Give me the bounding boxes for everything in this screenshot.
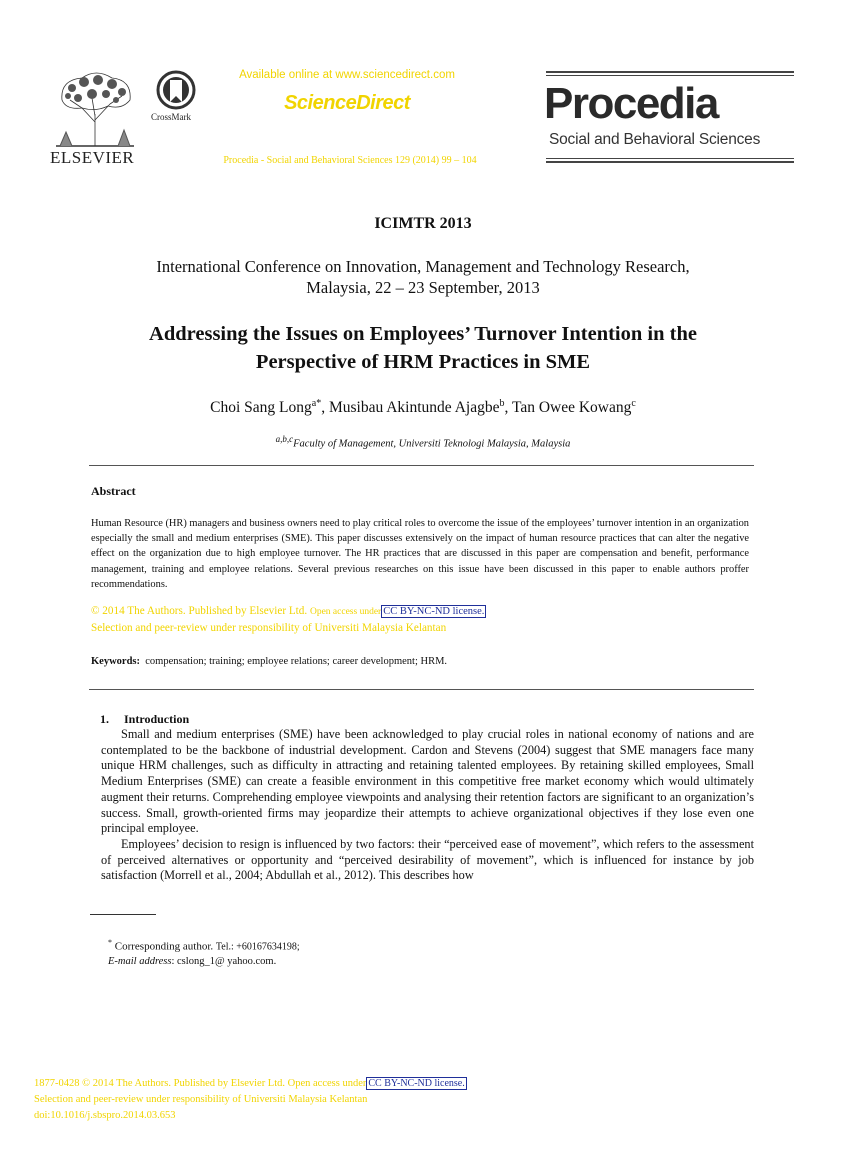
author-mark: c bbox=[631, 398, 636, 409]
conference-line-1: International Conference on Innovation, Management and Technology Research, bbox=[156, 257, 690, 276]
introduction-paragraph-1: Small and medium enterprises (SME) have been acknowledged to play crucial roles in national economy of nations and are contemplated to be the backbone of industrial development. Cardon and Stevens (2004) suggest that SME managers face many unique HRM challenges, such as difficulty in attracting and retaining talented employees. By retaining skilled employees, Small Medium Enterprises (SME) can create a feasible environment in this competitive free market economy which would ultimately augment their returns. Comprehending employee viewpoints and analysing their retention factors are significant to an organization’s success. Small, growth-oriented firms may jeopardize their attempts to achieve organizational objectives if they lose even one principal employee. bbox=[101, 727, 754, 836]
journal-citation: Procedia - Social and Behavioral Sciences 129 (2014) 99 – 104 bbox=[223, 155, 477, 166]
sciencedirect-logo[interactable]: ScienceDirect bbox=[284, 92, 410, 114]
footer-open-access: Open access under bbox=[287, 1078, 367, 1089]
section-number: 1. bbox=[100, 712, 109, 726]
crossmark-label: CrossMark bbox=[151, 112, 191, 122]
journal-banner-rule-top bbox=[546, 71, 794, 73]
email-label: E-mail address bbox=[108, 956, 172, 967]
author-list bbox=[0, 398, 846, 417]
section-title: Introduction bbox=[124, 712, 190, 726]
journal-logo-subtitle: Social and Behavioral Sciences bbox=[549, 131, 761, 148]
footnote-corresponding-author bbox=[108, 938, 300, 953]
introduction-paragraph-2: Employees’ decision to resign is influenced by two factors: their “perceived ease of movement”, which refers to the assessment of perceived alternatives or opportunity and “perceived desirability of movement”, which is influenced for instance by job satisfaction (Morrell et al., 2004; Abdullah et al., 2012). This describes how bbox=[101, 836, 754, 883]
conference-line-2: Malaysia, 22 – 23 September, 2013 bbox=[306, 278, 540, 297]
abstract-body: Human Resource (HR) managers and business owners need to play critical roles to overcome the issue of the employees’ turnover intention in an organization especially the small and medium enterprises (SME). This paper discusses extensively on the impact of human resource practices that can alter the negative effect on the organization due to high employee turnover. The HR practices that are discussed in this paper are compensation and benefit, performance management, training and employee relations. Several previous researches on this issue have been discussed in this paper to enable authors proffer recommendations. bbox=[91, 518, 749, 590]
footnote-rule bbox=[90, 914, 156, 915]
author-separator: , bbox=[504, 399, 512, 417]
abstract-bottom-rule bbox=[89, 689, 754, 690]
keywords-line bbox=[91, 656, 447, 667]
section-heading-introduction bbox=[100, 712, 189, 727]
footer-doi[interactable]: doi:10.1016/j.sbspro.2014.03.653 bbox=[34, 1110, 176, 1121]
author-mark: b bbox=[499, 398, 505, 409]
paper-title-line-1: Addressing the Issues on Employees’ Turnover Intention in the bbox=[149, 323, 697, 345]
footer-copyright: 1877-0428 © 2014 The Authors. Published by Elsevier Ltd. bbox=[34, 1078, 286, 1089]
available-online-link[interactable]: Available online at www.sciencedirect.com bbox=[239, 69, 455, 81]
journal-logo-title: Procedia bbox=[544, 79, 718, 128]
paper-title bbox=[0, 320, 846, 376]
journal-banner-rule-top-thin bbox=[546, 75, 794, 76]
author-name: Choi Sang Long bbox=[210, 399, 312, 417]
affiliation-text: Faculty of Management, Universiti Teknologi Malaysia, Malaysia bbox=[293, 438, 571, 450]
email-address[interactable]: : cslong_1@ yahoo.com. bbox=[171, 956, 277, 967]
peer-review-notice: Selection and peer-review under responsibility of Universiti Malaysia Kelantan bbox=[91, 622, 447, 634]
affiliation-marks: a,b,c bbox=[275, 434, 294, 444]
footnote-email bbox=[108, 956, 276, 967]
abstract-top-rule bbox=[89, 465, 754, 466]
open-access-text: Open access under bbox=[309, 607, 382, 617]
footnote-mark: * bbox=[108, 938, 112, 947]
corresponding-phone: Tel.: +60167634198; bbox=[215, 941, 300, 953]
license-link[interactable]: CC BY-NC-ND license. bbox=[383, 606, 485, 617]
crossmark-icon[interactable] bbox=[156, 70, 196, 110]
footer-peer-review: Selection and peer-review under responsibility of Universiti Malaysia Kelantan bbox=[34, 1094, 368, 1105]
footer-license-link[interactable]: CC BY-NC-ND license. bbox=[368, 1078, 465, 1089]
author-mark: a* bbox=[311, 398, 322, 409]
introduction-body bbox=[101, 727, 754, 884]
copyright-notice: © 2014 The Authors. Published by Elsevier Ltd. bbox=[91, 605, 308, 617]
author-name: Tan Owee Kowang bbox=[511, 399, 632, 417]
elsevier-tree-logo bbox=[52, 70, 138, 148]
author-separator: , bbox=[321, 399, 329, 417]
conference-short-title: ICIMTR 2013 bbox=[374, 215, 472, 232]
footer-issn-line bbox=[34, 1078, 467, 1089]
corresponding-label: Corresponding author. bbox=[114, 940, 214, 953]
publisher-wordmark: ELSEVIER bbox=[50, 148, 135, 167]
affiliation bbox=[0, 434, 846, 450]
conference-full-title bbox=[0, 256, 846, 298]
journal-banner-rule-bottom bbox=[546, 161, 794, 163]
journal-banner-rule-bottom-thin bbox=[546, 158, 794, 159]
author-name: Musibau Akintunde Ajagbe bbox=[328, 399, 500, 417]
keywords-label: Keywords: bbox=[91, 656, 140, 667]
keywords-text: compensation; training; employee relations; career development; HRM. bbox=[145, 656, 448, 667]
paper-title-line-2: Perspective of HRM Practices in SME bbox=[255, 351, 591, 373]
abstract-copyright-block bbox=[91, 603, 751, 636]
abstract-heading: Abstract bbox=[91, 484, 136, 498]
